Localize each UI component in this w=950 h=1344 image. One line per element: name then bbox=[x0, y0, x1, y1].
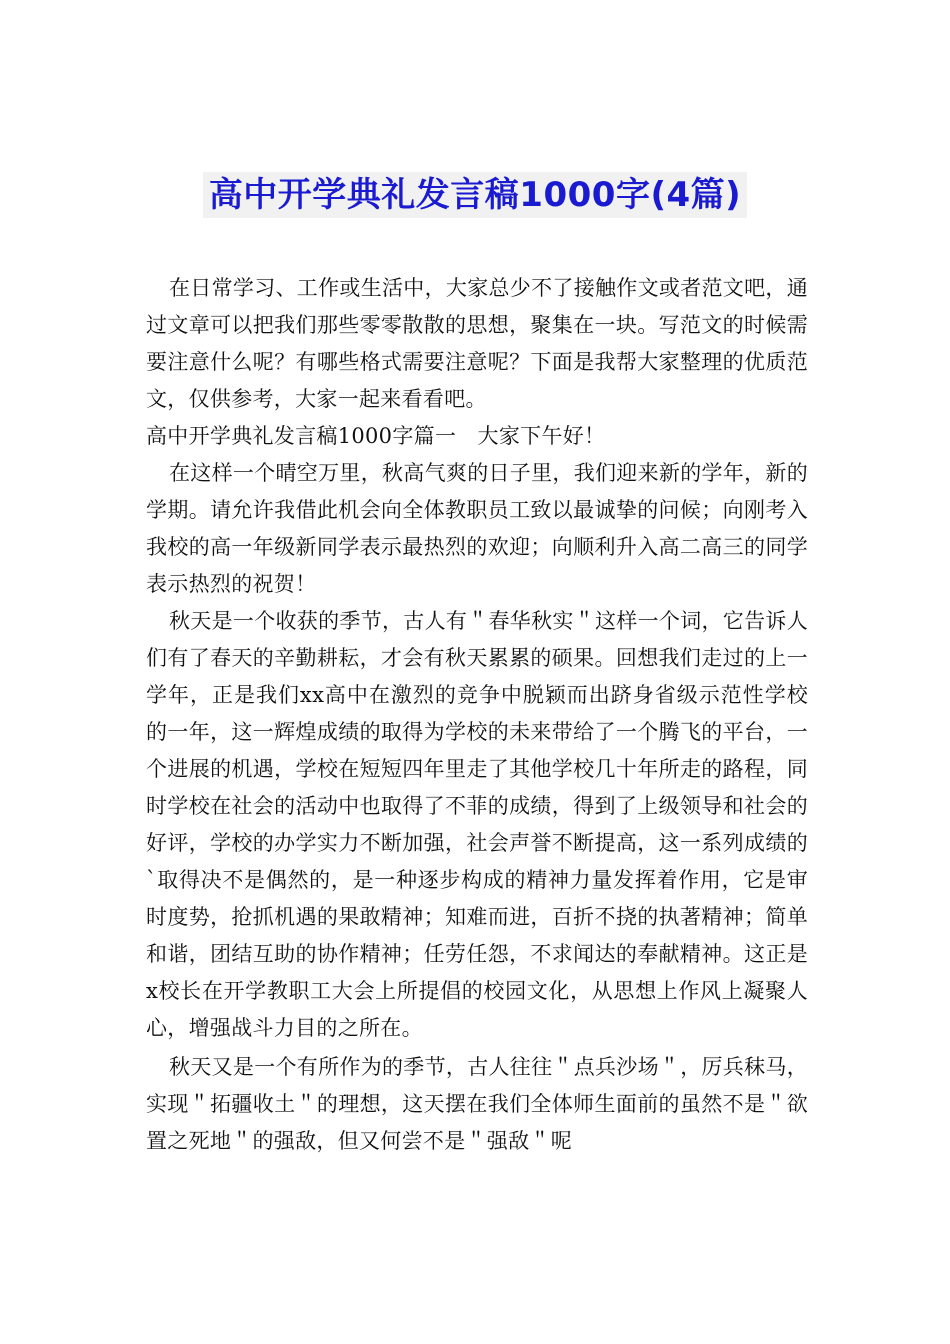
section-heading-line: 高中开学典礼发言稿1000字篇一 大家下午好！ bbox=[146, 424, 606, 448]
document-body bbox=[146, 270, 808, 1160]
intro-paragraph: 在日常学习、工作或生活中，大家总少不了接触作文或者范文吧，通过文章可以把我们那些零零散散的思想，聚集在一块。写范文的时候需要注意什么呢？有哪些格式需要注意呢？下面是我帮大家整理的优质范文，仅供参考，大家一起来看看吧。 bbox=[146, 276, 808, 411]
greeting-paragraph: 在这样一个晴空万里，秋高气爽的日子里，我们迎来新的学年，新的学期。请允许我借此机会向全体教职员工致以最诚挚的问候；向刚考入我校的高一年级新同学表示最热烈的欢迎；向顺利升入高二高三的同学表示热烈的祝贺！ bbox=[146, 461, 808, 596]
document-title: 高中开学典礼发言稿1000字(4篇) bbox=[203, 172, 747, 218]
title-container bbox=[0, 172, 950, 218]
autumn-action-paragraph: 秋天又是一个有所作为的季节，古人往往＂点兵沙场＂，厉兵秣马，实现＂拓疆收土＂的理想，这天摆在我们全体师生面前的虽然不是＂欲置之死地＂的强敌，但又何尝不是＂强敌＂呢 bbox=[146, 1055, 808, 1153]
autumn-harvest-paragraph: 秋天是一个收获的季节，古人有＂春华秋实＂这样一个词，它告诉人们有了春天的辛勤耕耘，才会有秋天累累的硕果。回想我们走过的上一学年，正是我们xx高中在激烈的竞争中脱颖而出跻身省级示范性学校的一年，这一辉煌成绩的取得为学校的未来带给了一个腾飞的平台，一个进展的机遇，学校在短短四年里走了其他学校几十年所走的路程，同时学校在社会的活动中也取得了不菲的成绩，得到了上级领导和社会的好评，学校的办学实力不断加强，社会声誉不断提高，这一系列成绩的`取得决不是偶然的，是一种逐步构成的精神力量发挥着作用，它是审时度势，抢抓机遇的果敢精神；知难而进，百折不挠的执著精神；简单和谐，团结互助的协作精神；任劳任怨，不求闻达的奉献精神。这正是x校长在开学教职工大会上所提倡的校园文化，从思想上作风上凝聚人心，增强战斗力目的之所在。 bbox=[146, 609, 808, 1040]
